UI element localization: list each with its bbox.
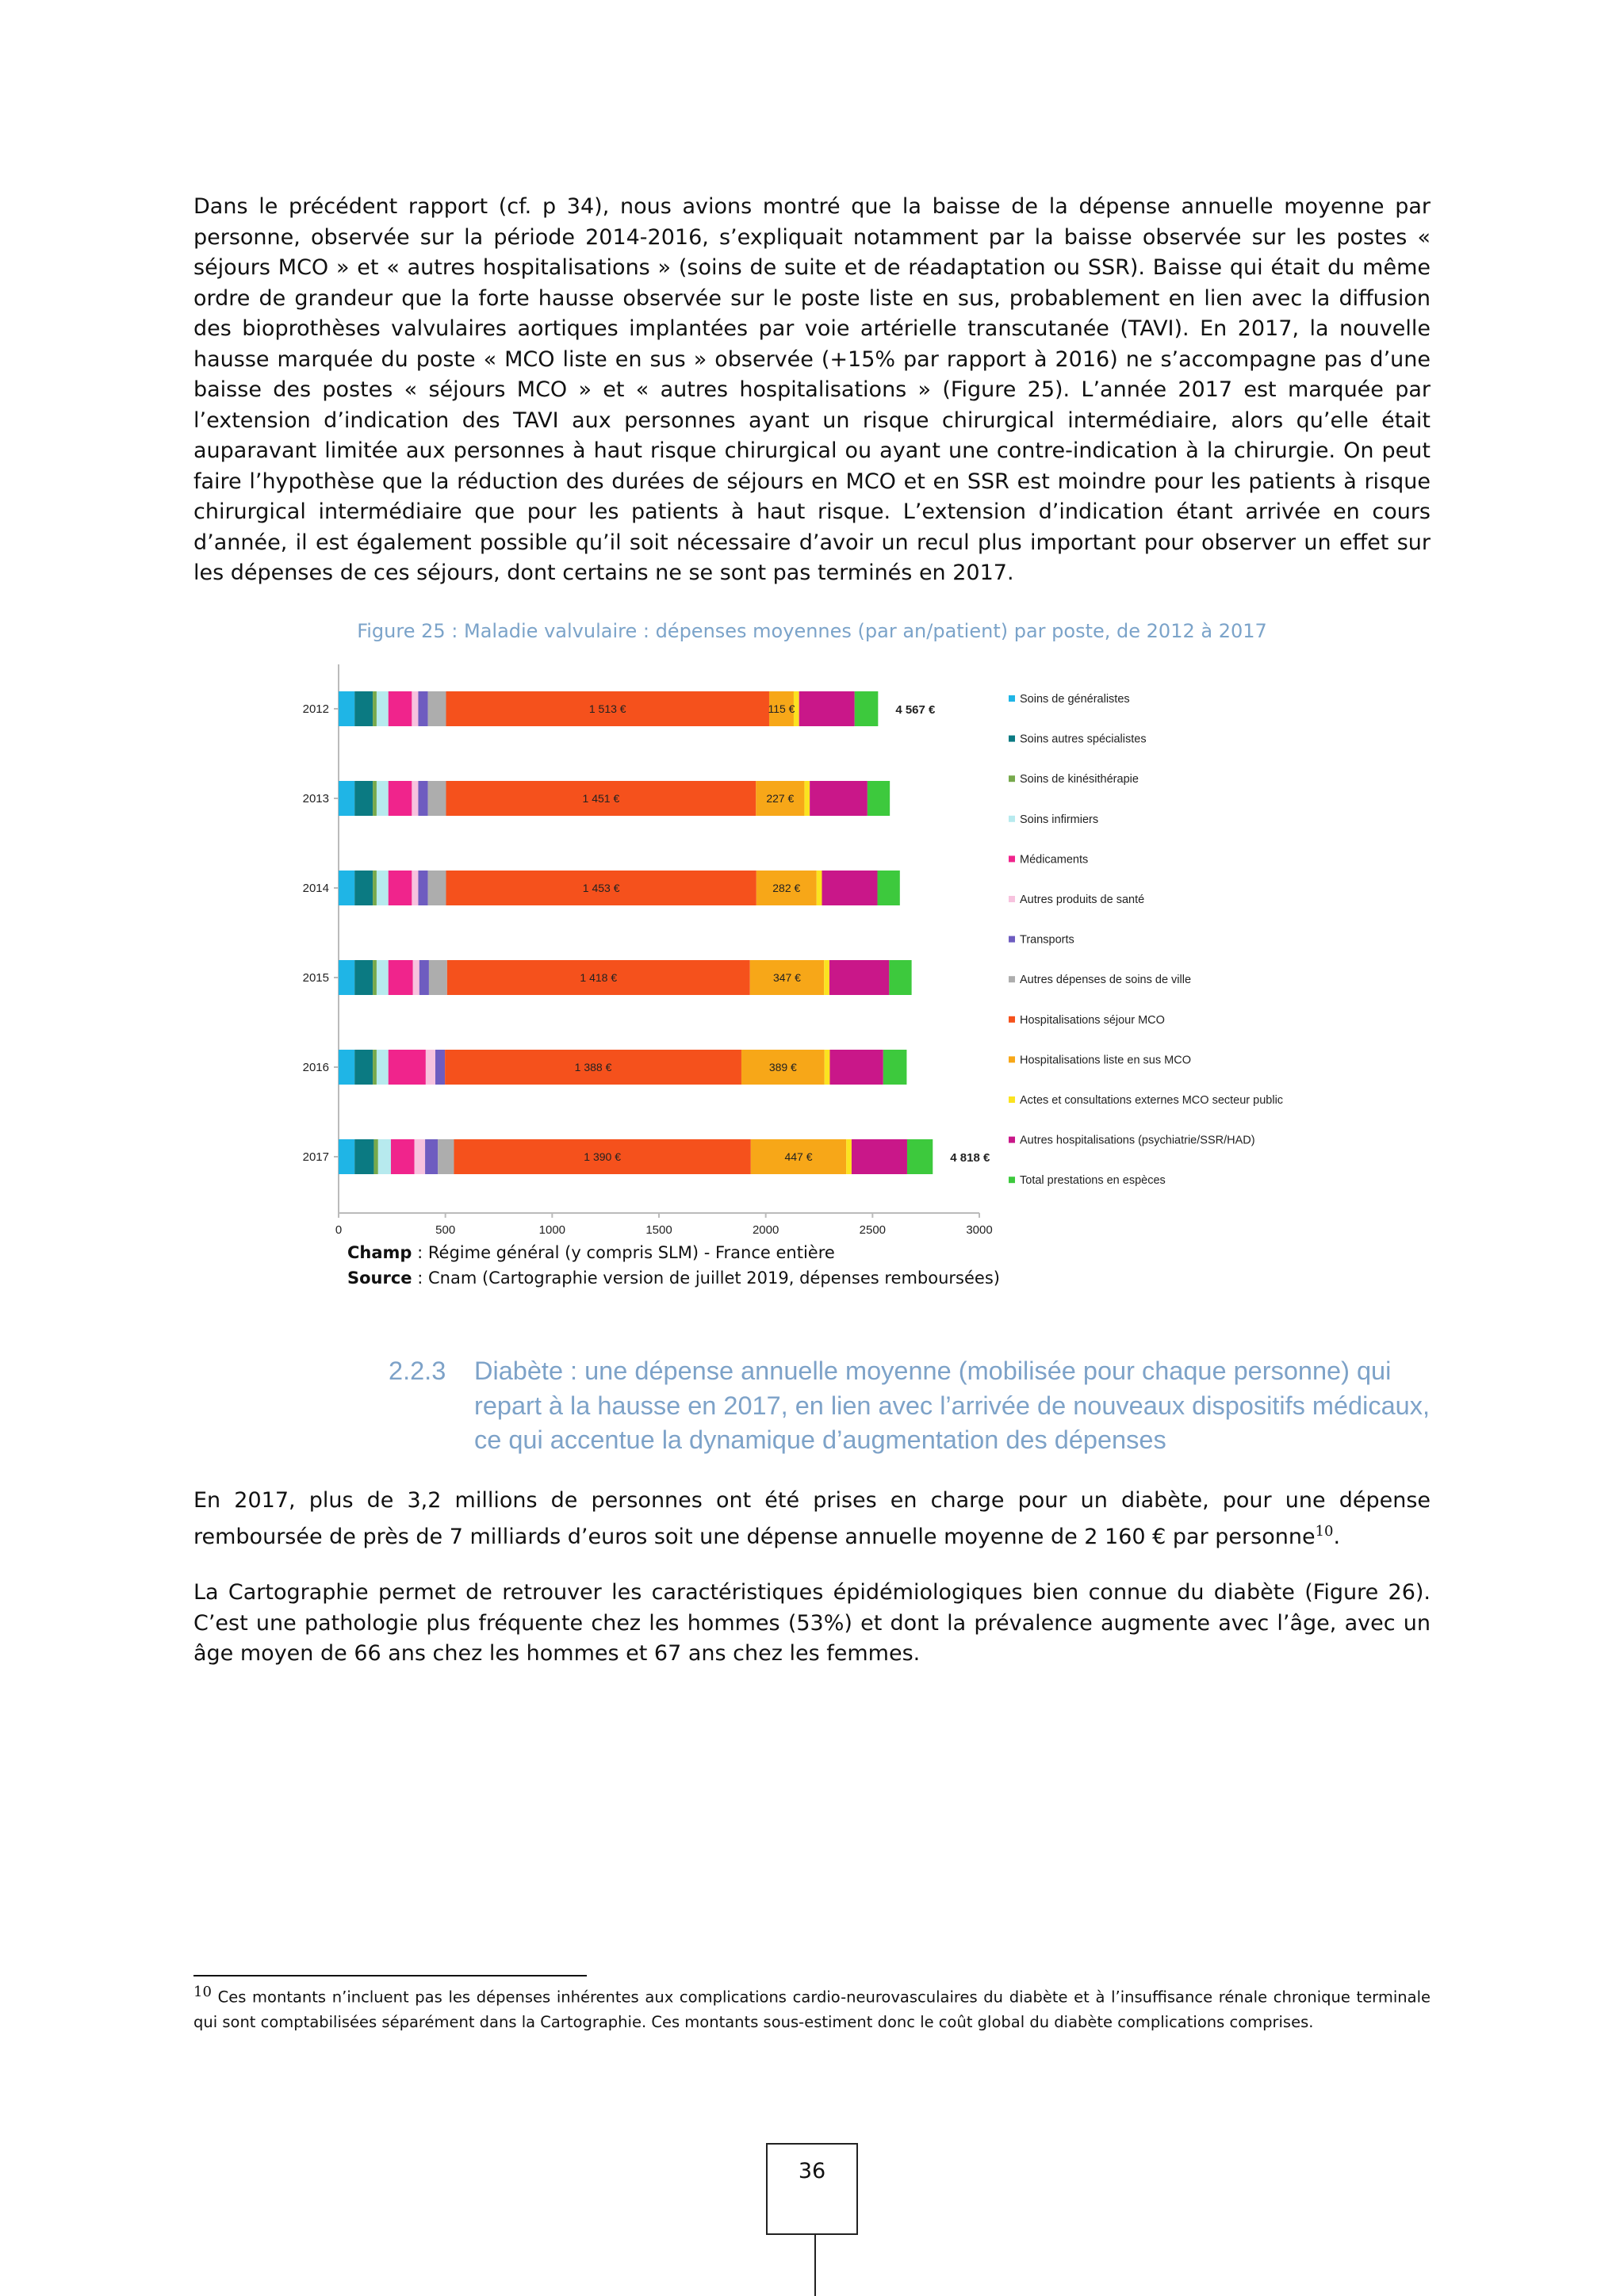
data-label-liste-2014: 282 € (772, 882, 801, 894)
data-label-total-2017: 4 818 € (950, 1151, 990, 1165)
figure-caption: Figure 25 : Maladie valvulaire : dépenses moyennes (par an/patient) par poste, de 2012 à 2017 (357, 620, 1267, 642)
bar-segment-2014-6 (418, 871, 427, 905)
legend-label-8: Hospitalisations séjour MCO (1020, 1013, 1165, 1027)
data-label-liste-2017: 447 € (784, 1150, 813, 1163)
x-tick-label-500: 500 (435, 1223, 456, 1237)
category-label-2016: 2016 (302, 1061, 329, 1074)
bar-segment-2013-1 (354, 781, 373, 816)
bar-segment-2015-0 (339, 960, 354, 995)
source-line (347, 1269, 1000, 1288)
stacked-bar-chart (285, 658, 1348, 1237)
bar-segment-2012-12 (855, 691, 879, 726)
footnote-number: 10 (193, 1984, 212, 2000)
bar-segment-2016-12 (883, 1050, 907, 1085)
footnote-ref: 10 (1315, 1522, 1334, 1540)
bar-segment-2012-11 (799, 691, 855, 726)
champ-text: : Régime général (y compris SLM) - France entière (412, 1243, 835, 1262)
page-number-line (814, 2235, 816, 2296)
legend-label-11: Autres hospitalisations (psychiatrie/SSR/HAD) (1020, 1134, 1255, 1147)
legend-swatch-6 (1009, 936, 1015, 943)
bar-segment-2017-4 (391, 1139, 415, 1174)
bar-segment-2017-5 (415, 1139, 425, 1174)
category-label-2017: 2017 (302, 1150, 329, 1164)
bar-segment-2012-1 (354, 691, 373, 726)
data-label-mco-2015: 1 418 € (580, 971, 618, 984)
paragraph-2-end: . (1333, 1524, 1341, 1549)
data-label-liste-2013: 227 € (766, 792, 795, 805)
bar-segment-2012-0 (339, 691, 354, 726)
legend-swatch-0 (1009, 695, 1015, 702)
bar-segment-2014-12 (878, 871, 900, 905)
legend-label-9: Hospitalisations liste en sus MCO (1020, 1054, 1191, 1067)
bar-segment-2014-4 (389, 871, 412, 905)
bar-segment-2013-0 (339, 781, 354, 816)
bar-segment-2015-10 (824, 960, 829, 995)
legend-label-7: Autres dépenses de soins de ville (1020, 974, 1192, 987)
bar-segment-2017-1 (354, 1139, 373, 1174)
bar-segment-2014-10 (817, 871, 822, 905)
bar-segment-2014-7 (428, 871, 446, 905)
legend-label-6: Transports (1020, 933, 1074, 947)
legend-label-3: Soins infirmiers (1020, 813, 1099, 826)
bar-segment-2013-12 (868, 781, 890, 816)
page-number-box (766, 2143, 858, 2235)
bar-segment-2015-2 (373, 960, 377, 995)
bar-segment-2015-5 (413, 960, 419, 995)
bar-segment-2012-3 (377, 691, 389, 726)
bar-segment-2015-11 (829, 960, 889, 995)
bar-segment-2017-10 (846, 1139, 852, 1174)
bar-segment-2015-1 (354, 960, 373, 995)
bar-segment-2013-3 (377, 781, 389, 816)
bar-segment-2013-10 (804, 781, 810, 816)
bar-segment-2012-2 (373, 691, 377, 726)
category-label-2013: 2013 (302, 792, 329, 806)
bar-segment-2016-4 (389, 1050, 426, 1085)
legend-swatch-8 (1009, 1016, 1015, 1023)
bar-segment-2013-4 (389, 781, 412, 816)
bar-segment-2013-5 (412, 781, 418, 816)
page-number: 36 (798, 2159, 826, 2183)
bar-segment-2016-2 (373, 1050, 377, 1085)
data-label-liste-2016: 389 € (768, 1061, 797, 1073)
category-label-2012: 2012 (302, 702, 329, 716)
legend-label-1: Soins autres spécialistes (1020, 733, 1147, 746)
bar-segment-2012-5 (412, 691, 418, 726)
data-label-mco-2013: 1 451 € (582, 792, 620, 805)
x-tick-label-2500: 2500 (859, 1223, 887, 1237)
x-tick-label-1000: 1000 (538, 1223, 566, 1237)
bar-segment-2014-0 (339, 871, 354, 905)
x-tick-label-2000: 2000 (752, 1223, 779, 1237)
bar-segment-2017-11 (852, 1139, 907, 1174)
legend-swatch-1 (1009, 736, 1015, 742)
champ-line (347, 1243, 835, 1262)
bar-segment-2017-7 (438, 1139, 454, 1174)
data-label-mco-2017: 1 390 € (584, 1150, 621, 1163)
category-label-2015: 2015 (302, 971, 329, 985)
x-tick-label-0: 0 (335, 1223, 343, 1237)
bar-segment-2014-1 (354, 871, 373, 905)
legend-label-2: Soins de kinésithérapie (1020, 773, 1139, 786)
category-label-2014: 2014 (302, 882, 329, 895)
bar-segment-2016-5 (426, 1050, 435, 1085)
bar-segment-2016-0 (339, 1050, 354, 1085)
legend-label-10: Actes et consultations externes MCO secteur public (1020, 1094, 1284, 1107)
legend-label-4: Médicaments (1020, 853, 1089, 867)
x-tick-label-3000: 3000 (966, 1223, 993, 1237)
bar-segment-2013-7 (428, 781, 446, 816)
legend-swatch-4 (1009, 855, 1015, 862)
bar-segment-2017-12 (907, 1139, 933, 1174)
bar-segment-2017-0 (339, 1139, 354, 1174)
source-text: : Cnam (Cartographie version de juillet 2019, dépenses remboursées) (412, 1269, 1000, 1288)
section-title: Diabète : une dépense annuelle moyenne (mobilisée pour chaque personne) qui repart à la hausse en 2017, en lien avec l’arrivée de nouveaux dispositifs médicaux, ce qui accentue la dynamique d’augmentation des dépenses (474, 1357, 1431, 1454)
bar-segment-2012-4 (389, 691, 412, 726)
bar-segment-2014-2 (373, 871, 377, 905)
x-tick-label-1500: 1500 (645, 1223, 672, 1237)
bar-segment-2015-3 (377, 960, 389, 995)
footnote (193, 1980, 1431, 2035)
bar-segment-2014-11 (822, 871, 878, 905)
data-label-total-2012: 4 567 € (895, 703, 936, 717)
paragraph-diabetes-costs (193, 1486, 1431, 1552)
section-number: 2.2.3 (389, 1357, 446, 1385)
intro-paragraph: Dans le précédent rapport (cf. p 34), nous avions montré que la baisse de la dépense annuelle moyenne par personne, observée sur la période 2014-2016, s’expliquait notamment par la baisse observée sur les postes « séjours MCO » et « autres hospitalisations » (soins de suite et de réadaptation ou SSR). Baisse qui était du même ordre de grandeur que la forte hausse observée sur le poste liste en sus, probablement en lien avec la diffusion des bioprothèses valvulaires aortiques implantées par voie artérielle transcutanée (TAVI). En 2017, la nouvelle hausse marquée du poste « MCO liste en sus » observée (+15% par rapport à 2016) ne s’accompagne pas d’une baisse des postes « séjours MCO » et « autres hospitalisations » (Figure 25). L’année 2017 est marquée par l’extension d’indication des TAVI aux personnes ayant un risque chirurgical intermédiaire, alors qu’elle était auparavant limitée aux personnes à haut risque chirurgical ou ayant une contre-indication à la chirurgie. On peut faire l’hypothèse que la réduction des durées de séjours en MCO et en SSR est moindre pour les patients à risque chirurgical intermédiaire que pour les patients à haut risque. L’extension d’indication étant arrivée en cours d’année, il est également possible qu’il soit nécessaire d’avoir un recul plus important pour observer un effet sur les dépenses de ces séjours, dont certains ne se sont pas terminés en 2017. (193, 194, 1431, 585)
bar-segment-2015-12 (889, 960, 911, 995)
paragraph-2-text: En 2017, plus de 3,2 millions de personnes ont été prises en charge pour un diabète, pour une dépense remboursée de près de 7 milliards d’euros soit une dépense annuelle moyenne de 2 160 € par personne (193, 1488, 1431, 1549)
bar-segment-2015-7 (429, 960, 447, 995)
bar-segment-2017-6 (425, 1139, 438, 1174)
legend-swatch-11 (1009, 1137, 1015, 1143)
legend-swatch-3 (1009, 816, 1015, 822)
data-label-mco-2014: 1 453 € (582, 882, 620, 894)
bar-segment-2016-1 (354, 1050, 373, 1085)
legend-swatch-7 (1009, 976, 1015, 982)
bar-segment-2016-11 (829, 1050, 883, 1085)
bar-segment-2015-6 (419, 960, 429, 995)
bar-segment-2013-6 (418, 781, 427, 816)
bar-segment-2017-3 (378, 1139, 391, 1174)
bar-segment-2014-3 (377, 871, 389, 905)
legend-swatch-12 (1009, 1177, 1015, 1183)
champ-label: Champ (347, 1243, 412, 1262)
legend-label-0: Soins de généralistes (1020, 693, 1130, 706)
footnote-separator (193, 1975, 587, 1976)
data-label-mco-2012: 1 513 € (588, 702, 626, 715)
legend-swatch-9 (1009, 1056, 1015, 1062)
bar-segment-2012-6 (418, 691, 427, 726)
legend-swatch-5 (1009, 896, 1015, 902)
source-label: Source (347, 1269, 412, 1288)
data-label-mco-2016: 1 388 € (574, 1061, 612, 1073)
legend-label-5: Autres produits de santé (1020, 894, 1145, 906)
data-label-liste-2012: 115 € (768, 702, 795, 715)
bar-segment-2013-11 (810, 781, 868, 816)
bar-segment-2015-4 (389, 960, 413, 995)
legend-swatch-10 (1009, 1096, 1015, 1103)
legend-label-12: Total prestations en espèces (1020, 1174, 1166, 1188)
paragraph-diabetes-epidemiology: La Cartographie permet de retrouver les caractéristiques épidémiologiques bien connue du diabète (Figure 26). C’est une pathologie plus fréquente chez les hommes (53%) et dont la prévalence augmente avec l’âge, avec un âge moyen de 66 ans chez les hommes et 67 ans chez les femmes. (193, 1580, 1431, 1666)
bar-segment-2016-10 (825, 1050, 830, 1085)
legend-swatch-2 (1009, 775, 1015, 782)
bar-segment-2013-2 (373, 781, 377, 816)
bar-segment-2017-2 (373, 1139, 377, 1174)
section-heading (389, 1354, 1435, 1458)
bar-segment-2014-5 (412, 871, 418, 905)
data-label-liste-2015: 347 € (772, 971, 801, 984)
bar-segment-2016-6 (435, 1050, 445, 1085)
bar-segment-2016-3 (377, 1050, 389, 1085)
footnote-text: Ces montants n’incluent pas les dépenses inhérentes aux complications cardio-neurovasculaires du diabète et à l’insuffisance rénale chronique terminale qui sont comptabilisées séparément dans la Cartographie. Ces montants sous-estiment donc le coût global du diabète complications comprises. (193, 1988, 1431, 2031)
bar-segment-2012-7 (428, 691, 446, 726)
